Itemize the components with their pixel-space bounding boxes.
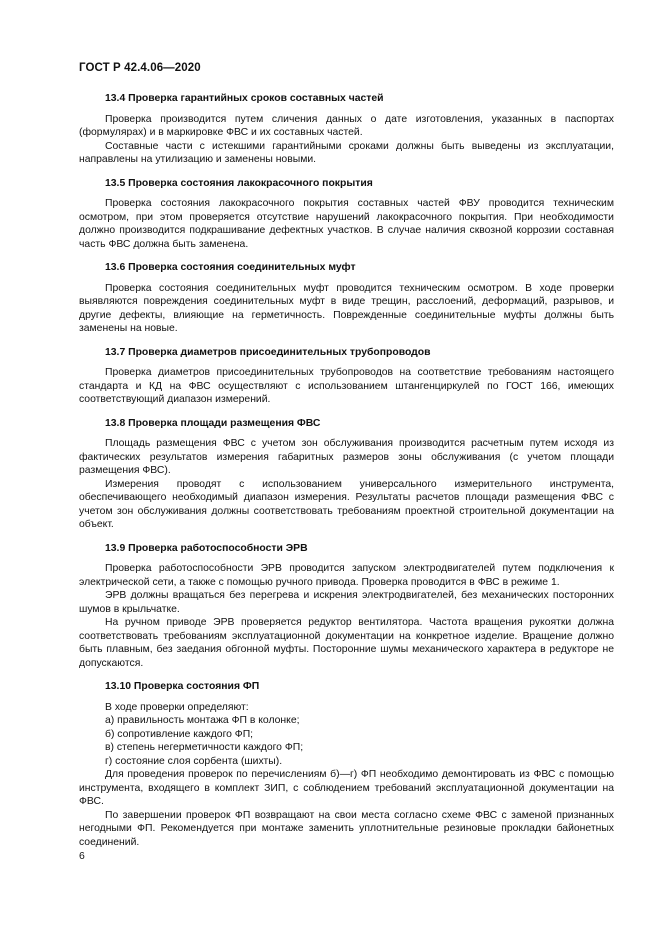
list-item: б) сопротивление каждого ФП; xyxy=(105,728,254,740)
section-heading: 13.10 Проверка состояния ФП xyxy=(105,681,260,692)
section-13-9 xyxy=(79,542,614,671)
section-heading: 13.7 Проверка диаметров присоединительных трубопроводов xyxy=(105,346,431,358)
section-13-8 xyxy=(79,417,614,532)
paragraph: ЭРВ должны вращаться без перегрева и искрения электродвигателей, без механических посторонних шумов в крыльчатке. xyxy=(79,590,614,615)
page-number: 6 xyxy=(79,851,85,862)
section-13-6 xyxy=(79,261,614,336)
section-13-10 xyxy=(79,680,614,849)
document-body xyxy=(79,92,614,859)
section-13-7 xyxy=(79,346,614,407)
document-standard-title: ГОСТ Р 42.4.06—2020 xyxy=(79,62,201,74)
paragraph: Проверка состояния соединительных муфт проводится техническим осмотром. В ходе проверки выявляются повреждения соединительных муфт в виде трещин, расслоений, деформаций, разрывов, и другие дефекты, влияющие на герметичность. Поврежденные соединительные муфты должны быть заменены на новые. xyxy=(79,282,614,334)
paragraph: Площадь размещения ФВС с учетом зон обслуживания производится расчетным путем исходя из фактических результатов измерения габаритных размеров зоны обслуживания (с учетом площади размещения ФВС). xyxy=(79,438,614,476)
list-item: а) правильность монтажа ФП в колонке; xyxy=(105,715,300,726)
list-intro: В ходе проверки определяют: xyxy=(105,701,249,713)
section-heading: 13.8 Проверка площади размещения ФВС xyxy=(105,417,321,429)
paragraph: По завершении проверок ФП возвращают на свои места согласно схеме ФВС с заменой признанных негодными ФП. Рекомендуется при монтаже заменить уплотнительные резиновые прокладки байонетных соединений. xyxy=(79,809,614,848)
paragraph: Проверка производится путем сличения данных о дате изготовления, указанных в паспортах (формулярах) и в маркировке ФВС и их составных частей. xyxy=(79,113,614,138)
paragraph: Для проведения проверок по перечислениям б)—г) ФП необходимо демонтировать из ФВС с помощью инструмента, входящего в комплект ЗИП, с соблюдением требований эксплуатационной документации на ФВС. xyxy=(79,769,614,807)
section-13-4 xyxy=(79,92,614,167)
section-heading: 13.5 Проверка состояния лакокрасочного покрытия xyxy=(105,177,373,189)
paragraph: Составные части с истекшими гарантийными сроками должны быть выведены из эксплуатации, направлены на утилизацию и заменены новыми. xyxy=(79,140,614,165)
list-item: г) состояние слоя сорбента (шихты). xyxy=(105,755,283,767)
paragraph: Проверка работоспособности ЭРВ проводится запуском электродвигателей путем подключения к электрической сети, а также с помощью ручного привода. Проверка проводится в ФВС в режиме 1. xyxy=(79,563,614,588)
section-heading: 13.6 Проверка состояния соединительных муфт xyxy=(105,262,356,273)
section-13-5 xyxy=(79,177,614,252)
paragraph: Проверка состояния лакокрасочного покрытия составных частей ФВУ проводится техническим осмотром, при этом проверяется отсутствие нарушений лакокрасочного покрытия. При необходимости должно производится подкрашивание дефектных участков. В случае наличия сквозной коррозии составная часть ФВС должна быть заменена. xyxy=(79,198,614,250)
section-heading: 13.9 Проверка работоспособности ЭРВ xyxy=(105,542,308,554)
list-item: в) степень негерметичности каждого ФП; xyxy=(105,742,304,753)
paragraph: На ручном приводе ЭРВ проверяется редуктор вентилятора. Частота вращения рукоятки должна соответствовать требованиям эксплуатационной документации на конкретное изделие. Вращение должно быть плавным, без заедания обгонной муфты. Посторонние шумы механического характера в редукторе не допускаются. xyxy=(79,617,614,669)
paragraph: Измерения проводят с использованием универсального измерительного инструмента, обеспечивающего необходимый диапазон измерения. Результаты расчетов площади размещения ФВС с учетом зон обслуживания должны соответствовать требованиям проектной строительной документации на объект. xyxy=(79,478,614,530)
section-heading: 13.4 Проверка гарантийных сроков составных частей xyxy=(105,93,384,104)
paragraph: Проверка диаметров присоединительных трубопроводов на соответствие требованиям настоящего стандарта и КД на ФВС осуществляют с использованием штангенциркулей по ГОСТ 166, имеющих соответствующий диапазон измерений. xyxy=(79,367,614,405)
